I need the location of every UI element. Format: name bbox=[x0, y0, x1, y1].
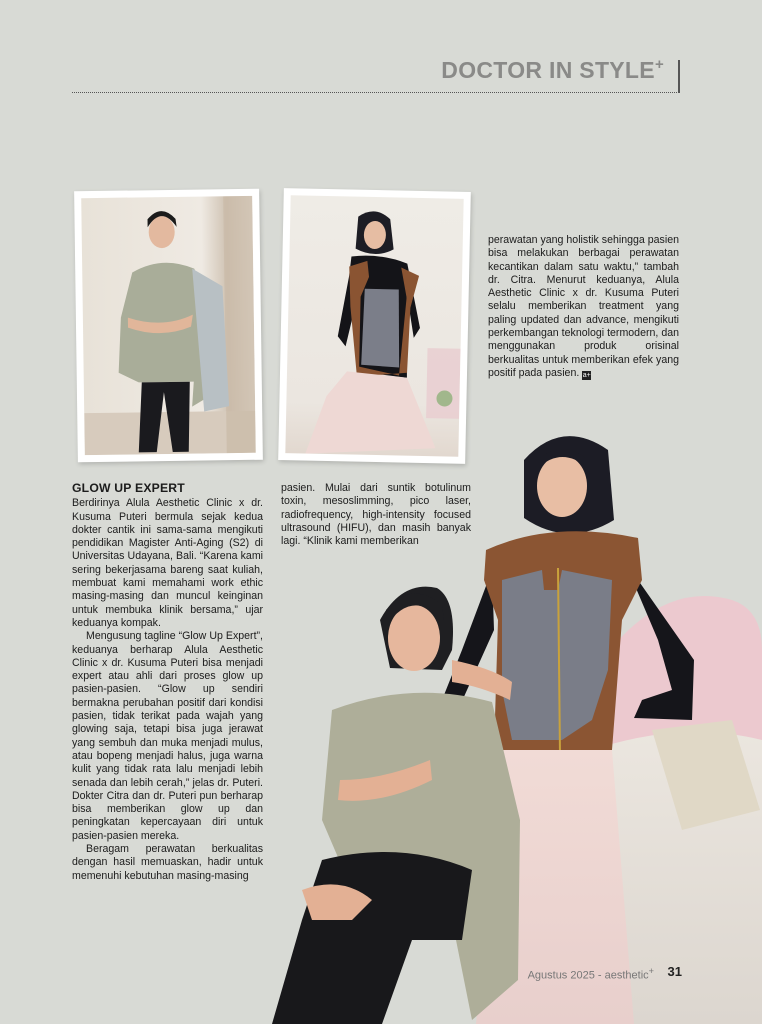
header-divider bbox=[72, 92, 679, 93]
article-end-mark: a+ bbox=[582, 371, 591, 379]
section-title-mark: + bbox=[654, 56, 664, 73]
article-heading: GLOW UP EXPERT bbox=[72, 481, 185, 495]
article-paragraph: Mengusung tagline “Glow Up Expert”, keduanya berharap Alula Aesthetic Clinic x dr. Kusuma Puteri bisa menjadi expert atau ahli dari proses glow up pasien-pasien. “Glow up sendiri bermakna perubahan positif dari kondisi pasien, tidak terikat pada wajah yang glowing saja, tetapi bisa juga jerawat yang sembuh dan muka menjadi mulus, atau bopeng menjadi halus, juga warna kulit yang tidak rata lalu menjadi lebih senada dan lebih cerah,” jelas dr. Puteri. Dokter Citra dan dr. Puteri pun berharap bisa memberikan glow up dan peningkatan kepercayaan diri untuk pasien-pasien mereka. bbox=[72, 630, 263, 842]
article-column-1 bbox=[72, 482, 263, 883]
section-title-text: DOCTOR IN STYLE bbox=[441, 57, 655, 83]
photo-figure-2 bbox=[285, 195, 463, 457]
article-paragraph: Beragam perawatan berkualitas dengan hasil memuaskan, hadir untuk memenuhi kebutuhan masing-masing bbox=[72, 843, 263, 882]
photo-doctor-standing bbox=[74, 189, 263, 463]
header-divider-tick bbox=[678, 60, 680, 93]
page-number: 31 bbox=[667, 964, 682, 979]
article-paragraph: Berdirinya Alula Aesthetic Clinic x dr. Kusuma Puteri bermula sejak kedua dokter cantik ini sama-sama mengikuti pendidikan Magister Anti-Aging (S2) di Universitas Udayana, Bali. “Karena kami sering bekerjasama bareng saat kuliah, membuat kami memahami work ethic masing-masing dan muncul keinginan untuk membuka klinik bersama,” ujar keduanya kompak. bbox=[72, 497, 263, 629]
photo-figure-1 bbox=[81, 196, 256, 455]
issue-label: Agustus 2025 - aesthetic bbox=[527, 969, 649, 982]
section-title bbox=[441, 56, 664, 84]
issue-mark: + bbox=[648, 966, 654, 976]
article-column-3 bbox=[488, 234, 679, 380]
article-paragraph: perawatan yang holistik sehingga pasien bisa melakukan berbagai perawatan kecantikan dalam satu waktu,” tambah dr. Citra. Menurut keduanya, Alula Aesthetic Clinic x dr. Kusuma Puteri selalu memberikan treatment yang paling updated dan advance, mengikuti perkembangan teknologi termodern, dan menggunakan produk orisinal berkualitas untuk memberikan efek yang positif pada pasien. bbox=[488, 234, 679, 379]
issue-footer bbox=[528, 966, 654, 982]
main-photo-two-doctors bbox=[262, 420, 762, 1024]
article-paragraph: pasien. Mulai dari suntik botulinum toxin, mesoslimming, pico laser, radiofrequency, high-intensity focused ultrasound (HIFU), dan masih banyak lagi. “Klinik kami memberikan bbox=[281, 482, 471, 548]
